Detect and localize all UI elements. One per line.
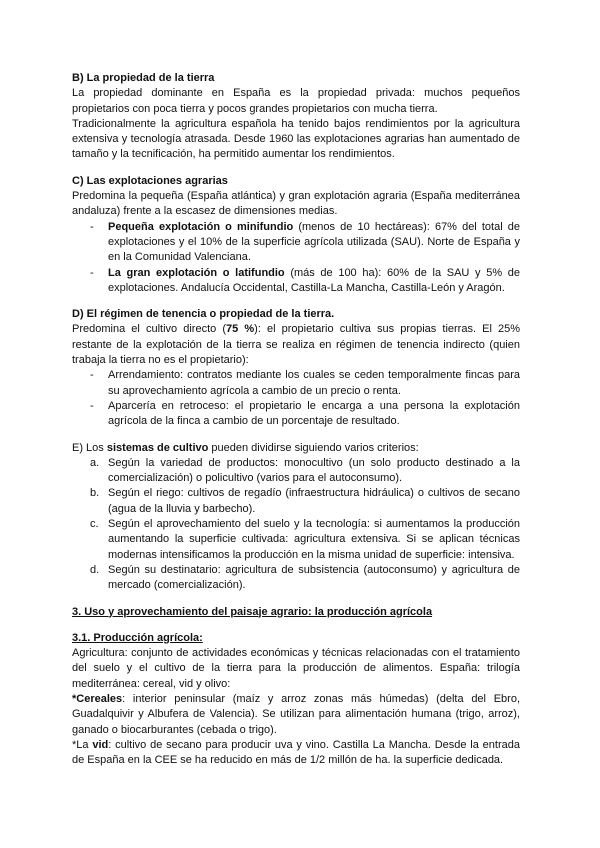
list-marker: - [90, 399, 94, 412]
text-span: Predomina el cultivo directo ( [72, 323, 227, 336]
term-sistemas-cultivo: sistemas de cultivo [106, 441, 209, 454]
text-span: : cultivo de secano para producir uva y vino. Castilla La Mancha. Desde la entrada de España en la CEE se ha reducido en más de 1/2 millón de ha. la superficie dedicada. [72, 738, 520, 767]
paragraph-sistemas-intro [72, 441, 520, 456]
text-span: *La [72, 738, 93, 751]
term-minifundio: Pequeña explotación o minifundio [108, 220, 294, 233]
term-latifundio: La gran explotación o latifundio [108, 266, 285, 279]
term-75-percent: 75 % [226, 323, 255, 336]
list-item [72, 563, 520, 594]
list-marker: d. [90, 563, 100, 576]
term-cereales: *Cereales [72, 692, 123, 705]
text-span: pueden dividirse siguiendo varios criterios: [208, 441, 419, 454]
list-item-text: (más de 100 ha): 60% de la SAU y 5% de explotaciones. Andalucía Occidental, Castilla-La Mancha, Castilla-León y Aragón. [108, 266, 520, 294]
list-item [72, 266, 520, 297]
list-item [72, 486, 520, 517]
paragraph-vid [72, 738, 520, 769]
list-item-text: Según el riego: cultivos de regadío (infraestructura hidráulica) o cultivos de secano (agua de la lluvia y barbecho). [108, 487, 520, 515]
list-item-text: Según su destinatario: agricultura de subsistencia (autoconsumo) y agricultura de mercado (comercialización). [108, 563, 520, 592]
list-marker: - [90, 220, 94, 233]
list-item [72, 399, 520, 430]
text-span: ): el propietario cultiva sus propias tierras. El 25% restante de la explotación de la tierra se realiza en régimen de tenencia indirecto (quien trabaja la tierra no es el propietario): [72, 323, 521, 367]
list-marker: b. [90, 487, 100, 500]
list-item [72, 220, 520, 266]
paragraph-cereales [72, 692, 520, 738]
list-explotaciones [72, 220, 520, 296]
list-item-text: (menos de 10 hectáreas): 67% del total de explotaciones y el 10% de la superficie agrícola utilizada (SAU). Norte de España y en la Comunidad Valenciana. [108, 220, 520, 264]
heading-regimen-tenencia: D) El régimen de tenencia o propiedad de la tierra. [72, 308, 335, 321]
list-marker: c. [90, 518, 99, 531]
list-tenencia [72, 368, 520, 429]
heading-explotaciones: C) Las explotaciones agrarias [72, 174, 228, 187]
heading-propiedad: B) La propiedad de la tierra [72, 72, 215, 84]
paragraph-tenencia-intro [72, 322, 520, 368]
paragraph-agricultura: Agricultura: conjunto de actividades económicas y técnicas relacionadas con el tratamiento del suelo y el cultivo de la tierra para la producción de alimentos. España: trilogía mediterránea: cereal, vid y olivo: [72, 647, 520, 690]
list-marker: - [90, 266, 94, 279]
paragraph-explotaciones-intro: Predomina la pequeña (España atlántica) y gran explotación agraria (España mediterránea andaluza) frente a la escasez de dimensiones medias. [72, 190, 520, 218]
list-item [72, 368, 520, 399]
list-marker: a. [90, 456, 100, 469]
heading-uso-aprovechamiento: 3. Uso y aprovechamiento del paisaje agrario: la producción agrícola [72, 605, 433, 618]
paragraph-propiedad-2: Tradicionalmente la agricultura española ha tenido bajos rendimientos por la agricultura extensiva y tecnología atrasada. Desde 1960 las explotaciones agrarias han aumentado de tamaño y la tecnificación, ha permitido aumentar los rendimientos. [72, 117, 520, 161]
text-span: E) Los [72, 441, 107, 454]
list-marker: - [90, 369, 94, 382]
heading-produccion-agricola: 3.1. Producción agrícola: [72, 631, 203, 644]
list-item [72, 456, 520, 487]
term-vid: vid [92, 738, 109, 751]
text-span: : interior peninsular (maíz y arroz zonas más húmedas) (delta del Ebro, Guadalquivir y Albufera de Valencia). Se utilizan para alimentación humana (trigo, arroz), ganado o biocarburantes (cebada o trigo). [72, 692, 520, 736]
list-item-text: Aparcería en retroceso: el propietario le encarga a una persona la explotación agrícola de la finca a cambio de un porcentaje de resultado. [108, 399, 520, 428]
list-item [72, 517, 520, 563]
list-item-text: Según la variedad de productos: monocultivo (un solo producto destinado a la comercialización) o policultivo (varios para el autoconsumo). [108, 456, 520, 485]
list-sistemas-cultivo [72, 456, 520, 594]
list-item-text: Arrendamiento: contratos mediante los cuales se ceden temporalmente fincas para su aprovechamiento agrícola a cambio de un precio o renta. [108, 369, 520, 397]
paragraph-propiedad-1: La propiedad dominante en España es la propiedad privada: muchos pequeños propietarios con poca tierra y pocos grandes propietarios con mucha tierra. [72, 87, 520, 115]
list-item-text: Según el aprovechamiento del suelo y la tecnología: si aumentamos la producción aumentando la superficie cultivada: agricultura extensiva. Si se aplican técnicas modernas intensificamos la producción en la misma unidad de superficie: intensiva. [108, 518, 520, 561]
